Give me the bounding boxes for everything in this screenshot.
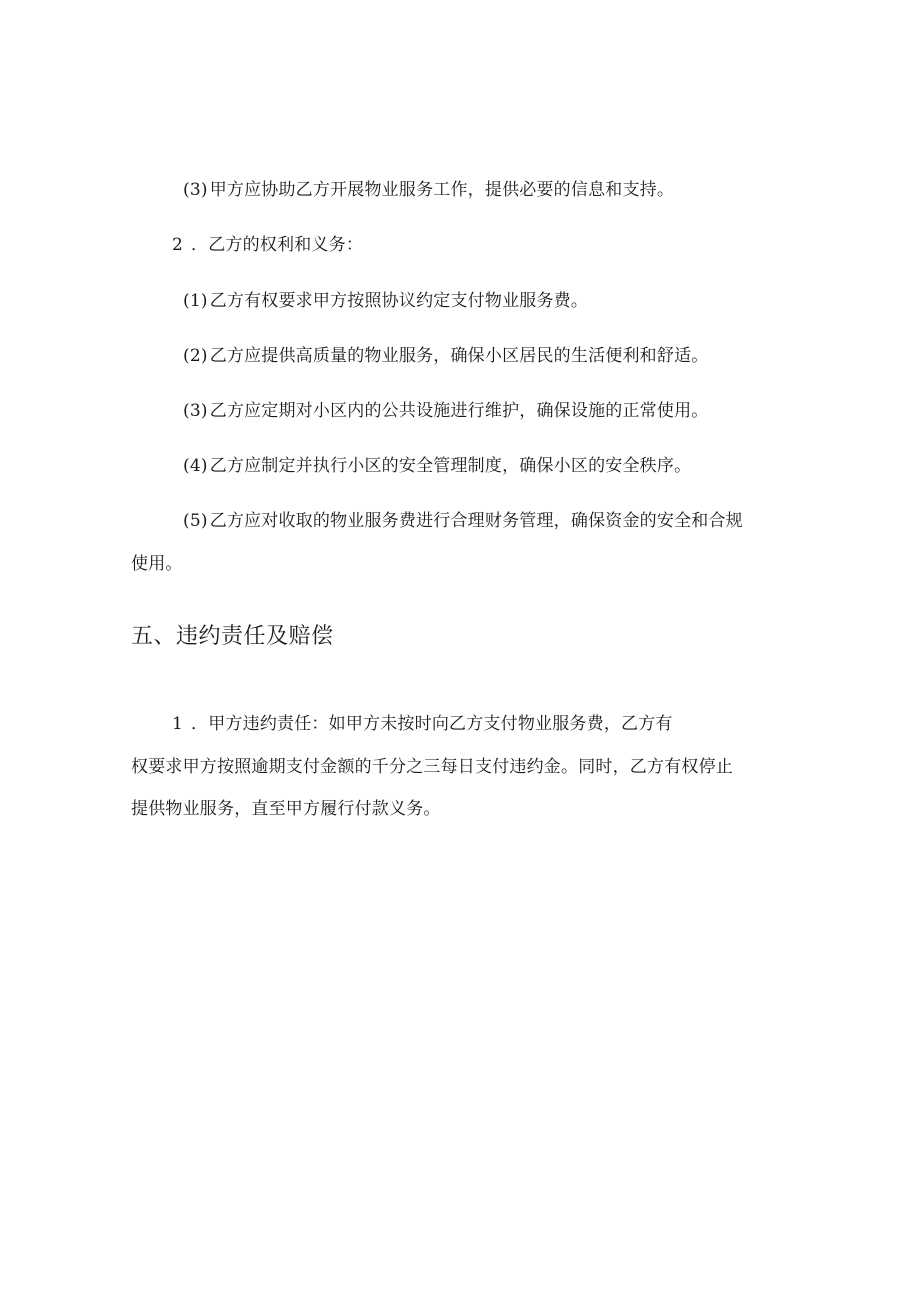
party-a-item-3 xyxy=(183,178,674,202)
heading-number: 2 xyxy=(172,235,184,255)
section-five-title: 五、违约责任及赔偿 xyxy=(131,624,334,649)
party-b-item-5-line-2 xyxy=(131,552,183,576)
item-number: (4) xyxy=(183,456,208,476)
party-b-heading xyxy=(172,233,363,257)
section-five-item-1-line-1 xyxy=(172,712,673,736)
party-b-item-5-line-1 xyxy=(183,509,743,533)
item-number: (5) xyxy=(183,511,208,531)
party-b-item-1 xyxy=(183,289,588,313)
party-b-item-4 xyxy=(183,454,691,478)
item-text: 乙方应提供高质量的物业服务，确保小区居民的生活便利和舒适。 xyxy=(209,346,709,366)
party-b-item-3 xyxy=(183,399,709,423)
item-text: 乙方应制定并执行小区的安全管理制度，确保小区的安全秩序。 xyxy=(209,456,692,476)
item-text: 甲方应协助乙方开展物业服务工作，提供必要的信息和支持。 xyxy=(209,180,675,200)
item-number: (1) xyxy=(183,291,208,311)
item-text: 乙方应对收取的物业服务费进行合理财务管理，确保资金的安全和合规 xyxy=(209,511,743,531)
item-text: ．甲方违约责任：如甲方未按时向乙方支付物业服务费，乙方有 xyxy=(191,714,673,734)
section-five-item-1-line-3: 提供物业服务，直至甲方履行付款义务。 xyxy=(131,799,441,819)
heading-text: ．乙方的权利和义务： xyxy=(191,235,364,255)
item-text: 乙方有权要求甲方按照协议约定支付物业服务费。 xyxy=(209,291,589,311)
section-five-item-1-line-2: 权要求甲方按照逾期支付金额的千分之三每日支付违约金。同时，乙方有权停止 xyxy=(131,757,733,777)
item-number: (3) xyxy=(183,401,208,421)
item-number: (3) xyxy=(183,180,208,200)
item-text-continued: 使用。 xyxy=(131,554,183,574)
item-text: 乙方应定期对小区内的公共设施进行维护，确保设施的正常使用。 xyxy=(209,401,709,421)
item-number: 1 xyxy=(172,714,184,734)
party-b-item-2 xyxy=(183,344,709,368)
item-number: (2) xyxy=(183,346,208,366)
